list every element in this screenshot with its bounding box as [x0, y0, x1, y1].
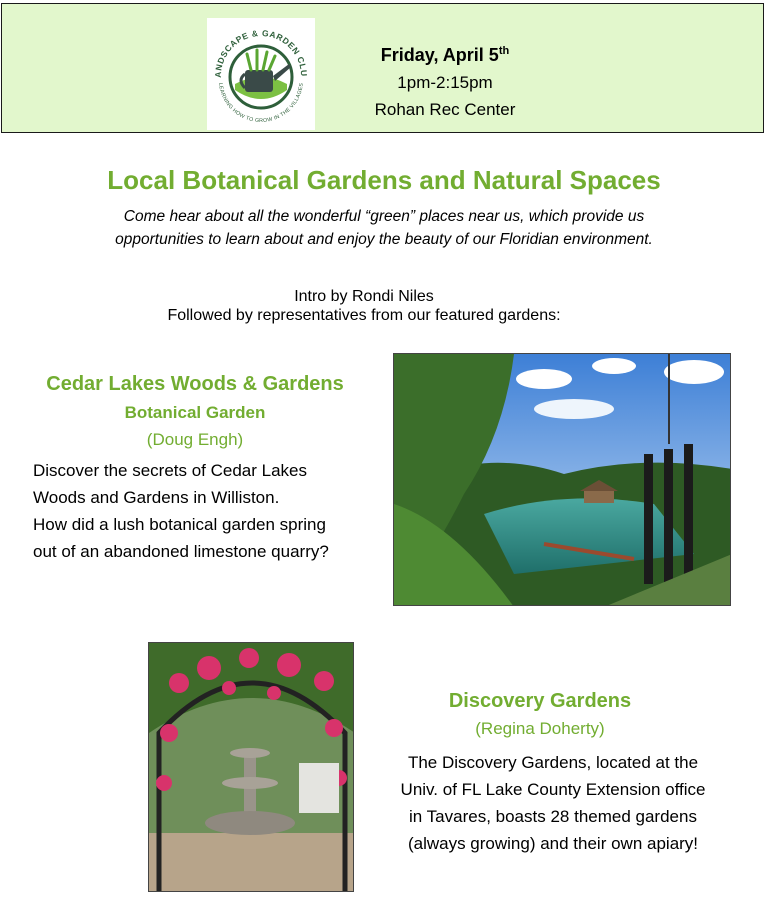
page-subtitle: Come hear about all the wonderful “green” places near us, which provide us opportunities to learn about and enjoy the beauty of our Floridian environment.: [115, 208, 653, 248]
garden-2-rep: (Regina Doherty): [475, 719, 605, 738]
garden-1-description: Discover the secrets of Cedar Lakes Woods and Gardens in Williston. How did a lush botanical garden spring out of an abandoned limestone quarry?: [33, 461, 329, 561]
page-title: Local Botanical Gardens and Natural Spaces: [107, 165, 661, 195]
cedar-lakes-photo: [393, 353, 731, 606]
garden-2-description: The Discovery Gardens, located at the Univ. of FL Lake County Extension office in Tavares, boasts 28 themed gardens (always growing) and their own apiary!: [400, 753, 706, 853]
event-date: Friday, April 5th: [380, 45, 510, 65]
event-time: 1pm-2:15pm: [397, 73, 493, 92]
event-location: Rohan Rec Center: [374, 100, 516, 119]
svg-text:LANDSCAPE & GARDEN CLUB: ANDSCAPE & GARDEN CLU: [212, 27, 310, 78]
garden-1-name: Cedar Lakes Woods & Gardens: [46, 373, 344, 395]
garden-1-type: Botanical Garden: [124, 403, 266, 422]
watering-can-logo-icon: [207, 18, 315, 130]
garden-2-name: Discovery Gardens: [448, 690, 632, 712]
svg-text:LEARNING HOW TO GROW IN THE VI: LEARNING HOW TO GROW IN THE VILLAGES: [217, 82, 305, 125]
discovery-gardens-photo: [148, 642, 354, 892]
club-logo: [207, 18, 315, 130]
event-info: [340, 38, 550, 123]
garden-1-rep: (Doug Engh): [146, 430, 244, 449]
intro-text: Intro by Rondi Niles Followed by representatives from our featured gardens:: [167, 288, 561, 324]
